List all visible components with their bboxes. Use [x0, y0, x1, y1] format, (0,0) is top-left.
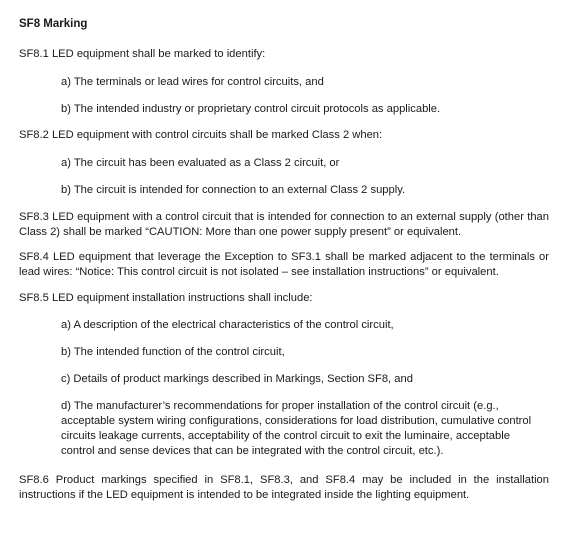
- sf8-1-item-a: a) The terminals or lead wires for control circuits, and: [61, 76, 324, 88]
- sf8-4-paragraph: SF8.4 LED equipment that leverage the Exception to SF3.1 shall be marked adjacent to the terminals or lead wires: “Notice: This control circuit is not isolated – see installation instructions” or equivalent.: [19, 251, 549, 278]
- sf8-5-item-c: c) Details of product markings described in Markings, Section SF8, and: [61, 373, 413, 385]
- sf8-1-intro: SF8.1 LED equipment shall be marked to identify:: [19, 48, 266, 60]
- sf8-5-item-b: b) The intended function of the control circuit,: [61, 346, 285, 358]
- sf8-6-paragraph: SF8.6 Product markings specified in SF8.1, SF8.3, and SF8.4 may be included in the installation instructions if the LED equipment is intended to be integrated inside the lighting equipment.: [19, 474, 549, 501]
- sf8-1-item-b: b) The intended industry or proprietary control circuit protocols as applicable.: [61, 103, 441, 115]
- sf8-2-intro: SF8.2 LED equipment with control circuits shall be marked Class 2 when:: [19, 129, 383, 141]
- sf8-5-item-d: d) The manufacturer’s recommendations for proper installation of the control circuit (e.g., acceptable system wiring configurations, considerations for load distribution, cumulative control circuits leakage currents, acceptability of the control circuit to exit the luminaire, acceptable control and sense devices that can be integrated with the control circuit, etc.).: [61, 400, 532, 457]
- sf8-5-intro: SF8.5 LED equipment installation instructions shall include:: [19, 292, 313, 304]
- sf8-2-item-b: b) The circuit is intended for connection to an external Class 2 supply.: [61, 184, 406, 196]
- section-heading: SF8 Marking: [19, 18, 88, 30]
- sf8-2-item-a: a) The circuit has been evaluated as a Class 2 circuit, or: [61, 157, 340, 169]
- sf8-5-item-a: a) A description of the electrical characteristics of the control circuit,: [61, 319, 394, 331]
- sf8-3-paragraph: SF8.3 LED equipment with a control circuit that is intended for connection to an external supply (other than Class 2) shall be marked “CAUTION: More than one power supply present” or equivalent.: [19, 211, 549, 238]
